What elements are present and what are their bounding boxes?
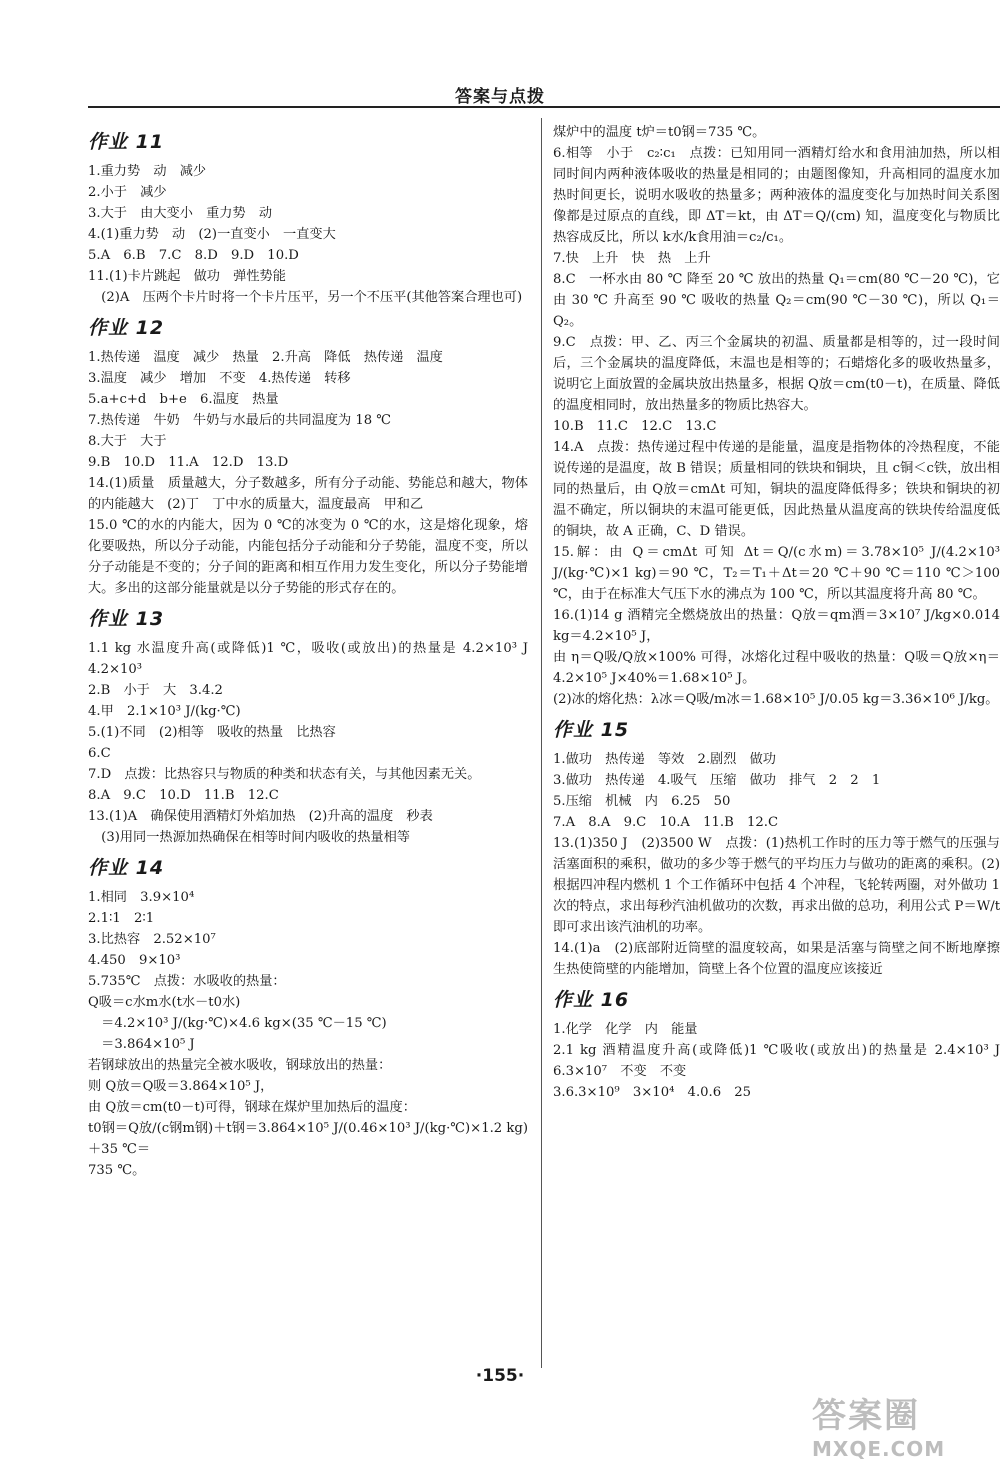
section-title: 作业 11 bbox=[88, 131, 165, 153]
column-divider bbox=[541, 118, 542, 1368]
answer-line: 2.B 小于 大 3.4.2 bbox=[88, 683, 223, 698]
section-hw12 bbox=[88, 318, 528, 599]
answer-line: 1.相同 3.9×10⁴ bbox=[88, 890, 195, 905]
answer-line: 3.做功 热传递 4.吸气 压缩 做功 排气 2 2 1 bbox=[553, 773, 881, 788]
section-hw15 bbox=[553, 720, 1000, 980]
answer-line: 6.相等 小于 c₂∶c₁ 点拨：已知用同一酒精灯给水和食用油加热，所以相同时间内两种液体吸收的热量是相同的；由题图像知，升高相同的温度水加热时间更长，说明水吸收的热量多；两种液体的温度变化与加热时间关系图像都是过原点的直线，即 ΔT＝kt，由 ΔT＝Q/(cm) 知，温度变化与物质比热容成反比，所以 k水/k食用油＝c₂/c₁。 bbox=[553, 146, 1000, 245]
answer-line: 2.小于 减少 bbox=[88, 185, 167, 200]
answer-line: 2.1 kg 酒精温度升高(或降低)1 ℃吸收(或放出)的热量是 2.4×10³ J 6.3×10⁷ 不变 不变 bbox=[553, 1043, 1000, 1079]
answer-line: 7.A 8.A 9.C 10.A 11.B 12.C bbox=[553, 815, 779, 830]
answer-line: 7.快 上升 快 热 上升 bbox=[553, 251, 711, 266]
answer-line: Q吸＝c水m水(t水－t0水) bbox=[88, 995, 241, 1010]
answer-line: ＝3.864×10⁵ J bbox=[88, 1037, 195, 1052]
answer-line: 7.热传递 牛奶 牛奶与水最后的共同温度为 18 ℃ bbox=[88, 413, 392, 428]
answer-line: 2.1∶1 2∶1 bbox=[88, 911, 155, 926]
watermark-logo bbox=[812, 1388, 982, 1461]
answer-line: 5.(1)不同 (2)相等 吸收的热量 比热容 bbox=[88, 725, 336, 740]
answer-line: 11.(1)卡片跳起 做功 弹性势能 bbox=[88, 269, 286, 284]
answer-line: 9.B 10.D 11.A 12.D 13.D bbox=[88, 455, 289, 470]
section-title: 作业 12 bbox=[88, 317, 165, 339]
answer-line: 3.比热容 2.52×10⁷ bbox=[88, 932, 216, 947]
answer-line: 5.735℃ 点拨：水吸收的热量： bbox=[88, 974, 286, 989]
answer-line: 10.B 11.C 12.C 13.C bbox=[553, 419, 717, 434]
answer-line: 5.压缩 机械 内 6.25 50 bbox=[553, 794, 731, 809]
answer-line: 4.450 9×10³ bbox=[88, 953, 181, 968]
watermark-logo-text: 答案圈 bbox=[812, 1396, 920, 1436]
answer-line: 8.C 一杯水由 80 ℃ 降至 20 ℃ 放出的热量 Q₁＝cm(80 ℃－20 ℃)，它由 30 ℃ 升高至 90 ℃ 吸收的热量 Q₂＝cm(90 ℃－30 ℃)，所以 Q₁＝Q₂。 bbox=[553, 272, 1000, 329]
answer-line: 1.重力势 动 减少 bbox=[88, 164, 207, 179]
section-hw14 bbox=[88, 858, 528, 1181]
section-title: 作业 14 bbox=[88, 857, 165, 879]
header-rule bbox=[88, 106, 1000, 108]
answer-line: 1.热传递 温度 减少 热量 2.升高 降低 热传递 温度 bbox=[88, 350, 443, 365]
section-title: 作业 16 bbox=[553, 989, 630, 1011]
answer-line: 7.D 点拨：比热容只与物质的种类和状态有关，与其他因素无关。 bbox=[88, 767, 481, 782]
page-number: ·155· bbox=[475, 1366, 525, 1386]
answer-line: 15.0 ℃的水的内能大，因为 0 ℃的冰变为 0 ℃的水，这是熔化现象，熔化要吸热，所以分子动能，内能包括分子动能和分子势能，温度不变，所以分子动能是不变的；分子间的距离和相互作用力发生变化，所以分子势能增大。多出的这部分能量就是以分子势能的形式存在的。 bbox=[88, 518, 528, 596]
answer-line: 6.C bbox=[88, 746, 111, 761]
answer-line: (2)冰的熔化热：λ冰＝Q吸/m冰＝1.68×10⁵ J/0.05 kg＝3.36×10⁶ J/kg。 bbox=[553, 692, 999, 707]
answer-line: 735 ℃。 bbox=[88, 1163, 146, 1178]
answer-line: 4.(1)重力势 动 (2)一直变小 一直变大 bbox=[88, 227, 336, 242]
answer-line: 5.a+c+d b+e 6.温度 热量 bbox=[88, 392, 279, 407]
answer-line: ＝4.2×10³ J/(kg·℃)×4.6 kg×(35 ℃－15 ℃) bbox=[88, 1016, 387, 1031]
answer-line: 1.做功 热传递 等效 2.剧烈 做功 bbox=[553, 752, 776, 767]
answer-line: 3.6.3×10⁹ 3×10⁴ 4.0.6 25 bbox=[553, 1085, 752, 1100]
section-title: 作业 15 bbox=[553, 719, 630, 741]
answer-line: 13.(1)A 确保使用酒精灯外焰加热 (2)升高的温度 秒表 bbox=[88, 809, 433, 824]
answer-line: 煤炉中的温度 t炉＝t0钢＝735 ℃。 bbox=[553, 125, 766, 140]
answer-line: 5.A 6.B 7.C 8.D 9.D 10.D bbox=[88, 248, 299, 263]
answer-line: 14.A 点拨：热传递过程中传递的是能量，温度是指物体的冷热程度，不能说传递的是温度，故 B 错误；质量相同的铁块和铜块，且 c铜＜c铁，放出相同的热量后，由 Q放＝cmΔt 可知，铜块的温度降低得多；铁块和铜块的初温不确定，所以铜块的末温可能更低，因此热量从温度高的铁块传给温度低的铜块，故 A 正确，C、D 错误。 bbox=[553, 440, 1000, 539]
section-hw16 bbox=[553, 990, 1000, 1103]
answer-line: 由 Q放＝cm(t0－t)可得，钢球在煤炉里加热后的温度： bbox=[88, 1100, 416, 1115]
answer-line: 9.C 点拨：甲、乙、丙三个金属块的初温、质量都是相等的，过一段时间后，三个金属块的温度降低，末温也是相等的；石蜡熔化多的吸收热量多，说明它上面放置的金属块放出热量多，根据 Q放＝cm(t0－t)，在质量、降低的温度相同时，放出热量多的物质比热容大。 bbox=[553, 335, 1000, 413]
answer-line: 14.(1)质量 质量越大，分子数越多，所有分子动能、势能总和越大，物体的内能越大 (2)丁 丁中水的质量大，温度最高 甲和乙 bbox=[88, 476, 528, 512]
answer-line: 16.(1)14 g 酒精完全燃烧放出的热量：Q放＝qm酒＝3×10⁷ J/kg×0.014 kg＝4.2×10⁵ J， bbox=[553, 608, 1000, 644]
answer-line: 3.温度 减少 增加 不变 4.热传递 转移 bbox=[88, 371, 351, 386]
left-column bbox=[88, 122, 542, 1181]
page-header: 答案与点拨 bbox=[455, 87, 545, 107]
section-hw13 bbox=[88, 608, 542, 848]
section-title: 作业 13 bbox=[88, 608, 165, 630]
right-column bbox=[553, 122, 1000, 1103]
answer-line: (2)A 压两个卡片时将一个卡片压平，另一个不压平(其他答案合理也可) bbox=[88, 290, 523, 305]
answer-line: 8.A 9.C 10.D 11.B 12.C bbox=[88, 788, 279, 803]
answer-line: 15.解：由 Q＝cmΔt 可知 Δt＝Q/(c水m)＝3.78×10⁵ J/(4.2×10³ J/(kg·℃)×1 kg)＝90 ℃，T₂＝T₁＋Δt＝20 ℃＋90 ℃＝110 ℃＞100 ℃，由于在标准大气压下水的沸点为 100 ℃，所以其温度将升高 80 ℃。 bbox=[553, 545, 1000, 602]
watermark-site-text: MXQE.COM bbox=[812, 1437, 946, 1461]
answer-line: 1.1 kg 水温度升高(或降低)1 ℃，吸收(或放出)的热量是 4.2×10³ J 4.2×10³ bbox=[88, 641, 542, 677]
answer-line: 4.甲 2.1×10³ J/(kg·℃) bbox=[88, 704, 241, 719]
answer-line: 3.大于 由大变小 重力势 动 bbox=[88, 206, 273, 221]
answer-line: 13.(1)350 J (2)3500 W 点拨：(1)热机工作时的压力等于燃气的压强与活塞面积的乘积，做功的多少等于燃气的平均压力与做功的距离的乘积。(2)根据四冲程内燃机 1 个工作循环中包括 4 个冲程，飞轮转两圈，对外做功 1 次的特点，求出每秒汽油机做功的次数，再求出做的总功，利用公式 P＝W/t 即可求出该汽油机的功率。 bbox=[553, 836, 1000, 935]
answer-line: t0钢＝Q放/(c钢m钢)＋t钢＝3.864×10⁵ J/(0.46×10³ J/(kg·℃)×1.2 kg)＋35 ℃＝ bbox=[88, 1121, 528, 1157]
answer-line: 若钢球放出的热量完全被水吸收，钢球放出的热量： bbox=[88, 1058, 392, 1073]
section-hw11 bbox=[88, 132, 528, 308]
section-hw14-continued bbox=[553, 122, 1000, 710]
answer-line: 则 Q放＝Q吸＝3.864×10⁵ J， bbox=[88, 1079, 274, 1094]
answer-line: 1.化学 化学 内 能量 bbox=[553, 1022, 698, 1037]
answer-line: (3)用同一热源加热确保在相等时间内吸收的热量相等 bbox=[88, 830, 410, 845]
answer-line: 由 η＝Q吸/Q放×100% 可得，冰熔化过程中吸收的热量：Q吸＝Q放×η＝4.2×10⁵ J×40%＝1.68×10⁵ J。 bbox=[553, 650, 1000, 686]
answer-line: 8.大于 大于 bbox=[88, 434, 167, 449]
answer-line: 14.(1)a (2)底部附近筒壁的温度较高，如果是活塞与筒壁之间不断地摩擦生热使筒壁的内能增加，筒壁上各个位置的温度应该接近 bbox=[553, 941, 1000, 977]
